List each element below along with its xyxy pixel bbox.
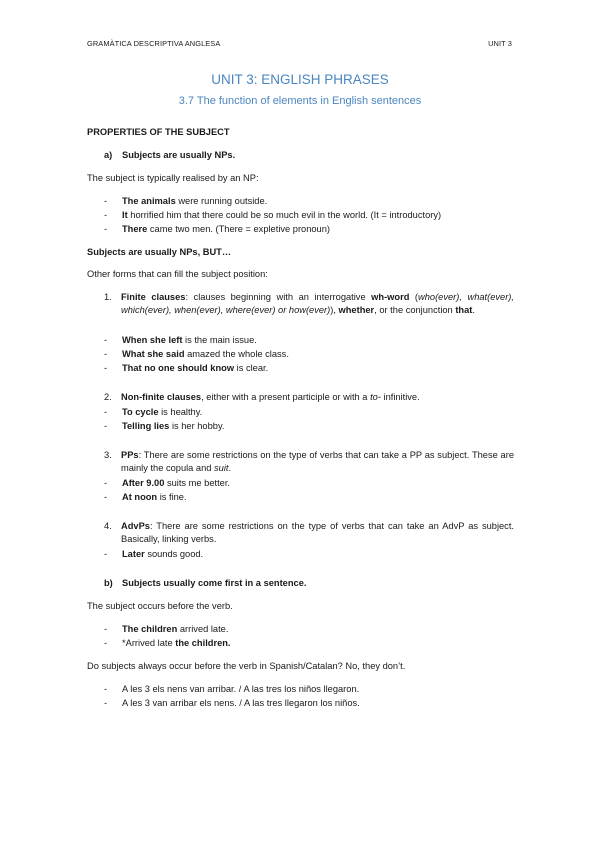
paragraph-other-forms: Other forms that can fill the subject position: [87, 269, 268, 279]
paragraph-question: Do subjects always occur before the verb in Spanish/Catalan? No, they don’t. [87, 661, 406, 671]
numbered-item-3: 3. PPs: There are some restrictions on the type of verbs that can take a PP as subject. These are mainly the copula and suit. [104, 450, 514, 473]
numbered-item-2: 2. Non-finite clauses, either with a present participle or with a to- infinitive. [104, 392, 420, 402]
but-heading: Subjects are usually NPs, BUT… [87, 247, 232, 257]
point-a-text: Subjects are usually NPs. [122, 150, 236, 160]
header-left: GRAMÀTICA DESCRIPTIVA ANGLESA [87, 39, 221, 48]
document-page: GRAMÀTICA DESCRIPTIVA ANGLESA UNIT 3 UNIT 3: ENGLISH PHRASES 3.7 The function of elements in English sentences PROPERTIES OF THE SUBJECT a) Subjects are usually NPs. The subject is typically realised by an NP: - The animals were running outside. - It horrified him that there could be so much evil in the world. (It = introductory) - There came two men. (There = expletive pronoun) Subjects are usually NPs, BUT… Other forms that can fill the subject position: 1. Finite clauses: clauses beginning with an interrogative wh-word (who(ever), what(ever), which(ever), when(ever), where(ever) or how(ever)), whether, or the conjunction that. - When she left is the main issue. - What she said amazed the whole class. - That no one should know is clear. 2. Non-finite clauses, either with a present participle or with a to- infinitive. - To cycle is healthy. - Telling lies is her hobby. 3. PPs: There are some restrictions on the type of verbs that can take a PP as subject. These are mainly the copula and suit. - After 9.00 suits me better. - At noon is fine. 4. AdvPs: There are some restrictions on the type of verbs that can take an AdvP as subject. Basically, linking verbs. - Later sounds good. b) Subjects usually come first in a sentence. The subject occurs before the verb. - The children arrived late. - *Arrived late the children. Do subjects always occur before the verb in Spanish/Catalan? No, they don’t. - A les 3 els nens van arribar. / A las tres los niños llegaron. - A les 3 van arribar els nens. / A las tres llegaron los niños. [0, 0, 600, 848]
paragraph-subject-order: The subject occurs before the verb. [87, 601, 233, 611]
header-right: UNIT 3 [488, 39, 512, 48]
point-b-marker: b) [104, 578, 113, 588]
numbered-item-1: 1. Finite clauses: clauses beginning with an interrogative wh-word (who(ever), what(ever), which(ever), when(ever), where(ever) or how(ever)), whether, or the conjunction that. [104, 292, 514, 315]
numbered-item-4: 4. AdvPs: There are some restrictions on the type of verbs that can take an AdvP as subject. Basically, linking verbs. [104, 521, 514, 544]
point-b-text: Subjects usually come first in a sentence. [122, 578, 307, 588]
paragraph-np: The subject is typically realised by an NP: [87, 173, 259, 183]
point-a-marker: a) [104, 150, 113, 160]
page-subtitle: 3.7 The function of elements in English sentences [178, 95, 422, 107]
section-heading: PROPERTIES OF THE SUBJECT [87, 127, 230, 137]
page-title: UNIT 3: ENGLISH PHRASES [211, 72, 389, 87]
